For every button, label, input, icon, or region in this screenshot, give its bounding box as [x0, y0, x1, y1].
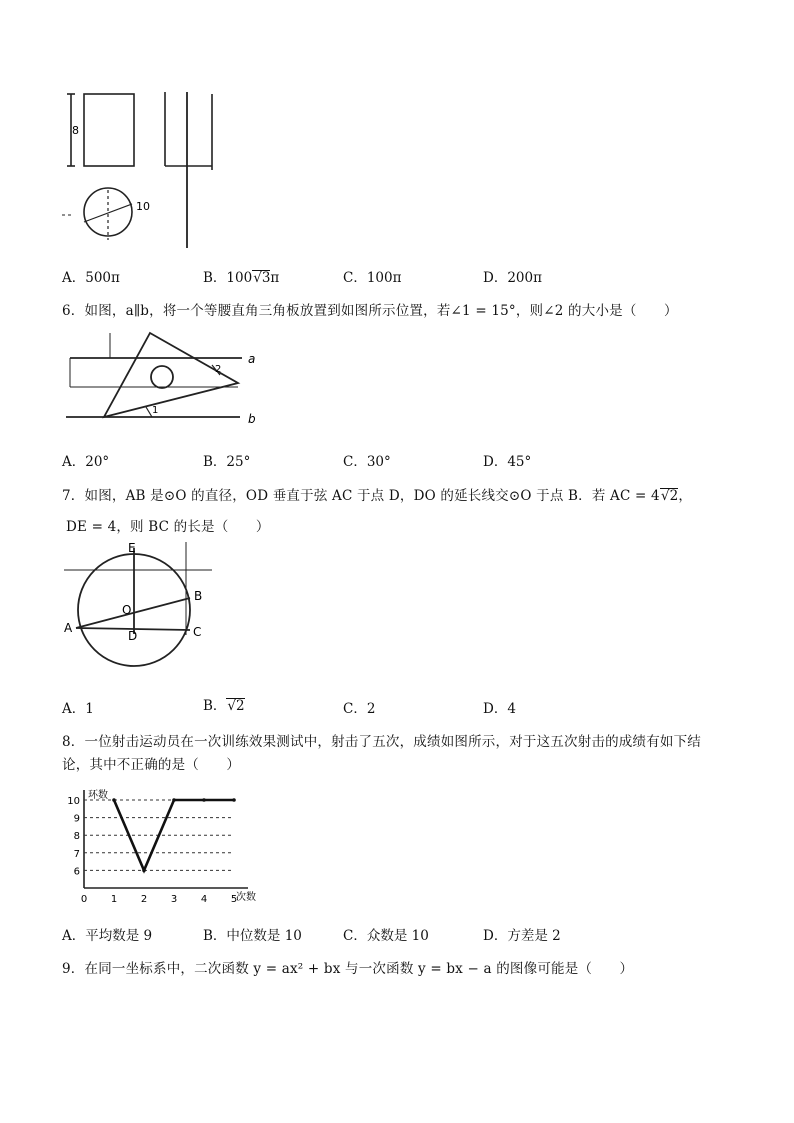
- q8-option-b: B．中位数是 10: [203, 928, 302, 944]
- q6-figure: [62, 325, 272, 430]
- q6-number: 6．: [62, 303, 85, 319]
- x-tick-label: 1: [110, 894, 118, 905]
- q6-text: 如图，a∥b，将一个等腰直角三角板放置到如图所示位置，若∠1 = 15°，则∠2 的大小是（ ）: [84, 303, 678, 319]
- q5-option-a: A．500π: [62, 270, 120, 286]
- x-tick-label: 0: [80, 894, 88, 905]
- q8-option-c: C．众数是 10: [343, 928, 429, 944]
- angle-2-label: 2: [215, 364, 222, 375]
- front-view: [84, 94, 134, 166]
- q7-number: 7．: [62, 488, 85, 504]
- fig5-radius-label: 10: [136, 200, 150, 213]
- q5-option-d: D．200π: [483, 270, 542, 286]
- x-axis-label: 次数: [236, 892, 256, 903]
- y-axis-label: 环数: [88, 790, 108, 801]
- sqrt-symbol: √: [660, 488, 670, 504]
- angle-1-label: 1: [152, 405, 159, 416]
- q5-option-c: C．100π: [343, 270, 402, 286]
- y-tick-label: 9: [73, 813, 80, 825]
- q8-option-a: A．平均数是 9: [62, 928, 153, 944]
- y-tick-label: 10: [67, 796, 80, 807]
- label-A: A: [64, 621, 73, 635]
- q7-option-b-radicand: 2: [236, 698, 245, 714]
- label-D: D: [128, 629, 138, 643]
- q5-figure: [62, 90, 222, 250]
- ruler-hole: [151, 366, 173, 388]
- q7-text-b: ，: [678, 488, 693, 504]
- q6-stem: [62, 299, 678, 319]
- q7-stem-line2: DE = 4，则 BC 的长是（ ）: [66, 519, 270, 535]
- triangle-ruler: [104, 333, 238, 417]
- q6-option-d: D．45°: [483, 454, 532, 470]
- q7-figure: [62, 540, 222, 675]
- q5-option-b: [203, 266, 279, 286]
- q7-option-b: [203, 694, 245, 714]
- score-point: [172, 798, 176, 802]
- fig5-height-label: 8: [72, 124, 79, 137]
- q8-stem-line2: 论，其中不正确的是（ ）: [62, 757, 241, 773]
- q8-text-line1: 一位射击运动员在一次训练效果测试中，射击了五次，成绩如图所示，对于这五次射击的成绩有如下结: [84, 734, 701, 750]
- x-tick-label: 5: [230, 894, 238, 905]
- q5-option-b-suffix: π: [270, 270, 280, 286]
- q7-option-b-prefix: B．: [203, 698, 227, 714]
- score-point: [142, 869, 146, 873]
- y-tick-label: 7: [73, 848, 80, 860]
- q9-text: 在同一坐标系中，二次函数 y = ax² + bx 与一次函数 y = bx − a 的图像可能是（ ）: [84, 961, 634, 977]
- sqrt-symbol: √: [253, 270, 262, 286]
- q9-stem: [62, 957, 633, 977]
- score-point: [232, 798, 236, 802]
- q6-option-b: B．25°: [203, 454, 251, 470]
- q7-text-a: 如图，AB 是⊙O 的直径，OD 垂直于弦 AC 于点 D，DO 的延长线交⊙O 于点 B．若 AC = 4: [84, 488, 660, 504]
- q7-radicand: 2: [669, 488, 679, 504]
- label-b: b: [248, 412, 256, 426]
- x-tick-label: 3: [170, 894, 178, 905]
- x-tick-label: 4: [200, 894, 208, 905]
- q8-number: 8．: [62, 734, 85, 750]
- q7-option-c: C．2: [343, 701, 376, 717]
- q8-line-chart: [62, 784, 256, 914]
- label-O: O: [122, 603, 132, 617]
- q7-option-d: D．4: [483, 701, 516, 717]
- diameter-ab: [76, 598, 190, 628]
- q6-option-c: C．30°: [343, 454, 391, 470]
- score-point: [202, 798, 206, 802]
- q6-option-a: A．20°: [62, 454, 110, 470]
- y-tick-label: 6: [73, 866, 80, 878]
- q5-option-b-radicand: 3: [261, 270, 271, 286]
- sqrt-symbol: √: [227, 698, 237, 714]
- q7-option-a: A．1: [62, 701, 94, 717]
- label-B: B: [194, 589, 203, 603]
- q8-stem-line1: [62, 730, 701, 750]
- q9-number: 9．: [62, 961, 85, 977]
- x-tick-label: 2: [140, 894, 148, 905]
- q7-stem-line1: [62, 484, 692, 504]
- y-tick-label: 8: [73, 831, 80, 843]
- q5-option-b-prefix: B．100: [203, 270, 253, 286]
- label-a: a: [248, 352, 256, 366]
- label-E: E: [128, 541, 136, 555]
- score-point: [112, 798, 116, 802]
- label-C: C: [193, 625, 202, 639]
- q8-option-d: D．方差是 2: [483, 928, 561, 944]
